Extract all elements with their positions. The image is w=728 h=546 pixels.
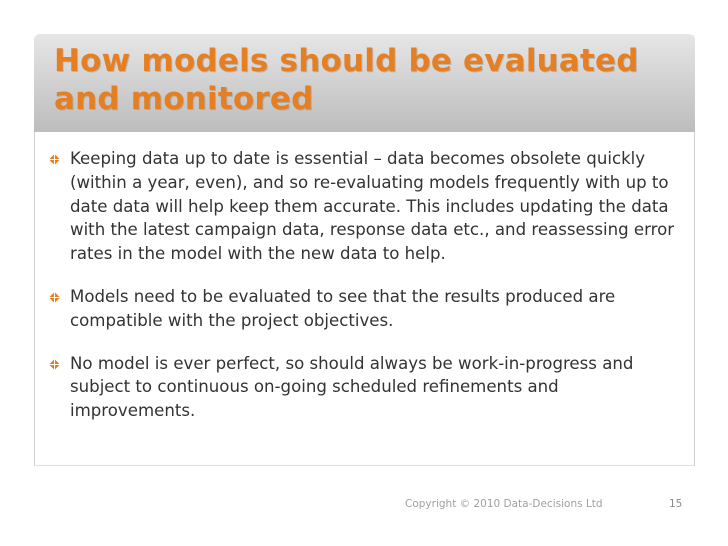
diamond-bullet-icon [48,352,62,376]
diamond-bullet-icon [48,147,62,171]
slide-title: How models should be evaluated and monitored [54,43,639,117]
bullet-text: Models need to be evaluated to see that the results produced are compatible with the project objectives. [70,286,616,330]
diamond-bullet-icon [48,285,62,309]
bullet-item [48,352,688,423]
footer-copyright: Copyright © 2010 Data-Decisions Ltd [405,498,603,510]
title-bar [34,34,695,132]
bullet-item [48,285,688,333]
bullet-text: Keeping data up to date is essential – data becomes obsolete quickly (within a year, even), and so re-evaluating models frequently with up to date data will help keep them accurate. This includes updating the data with the latest campaign data, response data etc., and reassessing error rates in the model with the new data to help. [70,149,675,264]
bullet-item [48,147,688,266]
bullet-list [48,147,688,442]
footer [0,498,728,518]
bullet-text: No model is ever perfect, so should always be work-in-progress and subject to continuous on-going scheduled refinements and improvements. [70,353,634,421]
page-number: 15 [669,498,683,510]
